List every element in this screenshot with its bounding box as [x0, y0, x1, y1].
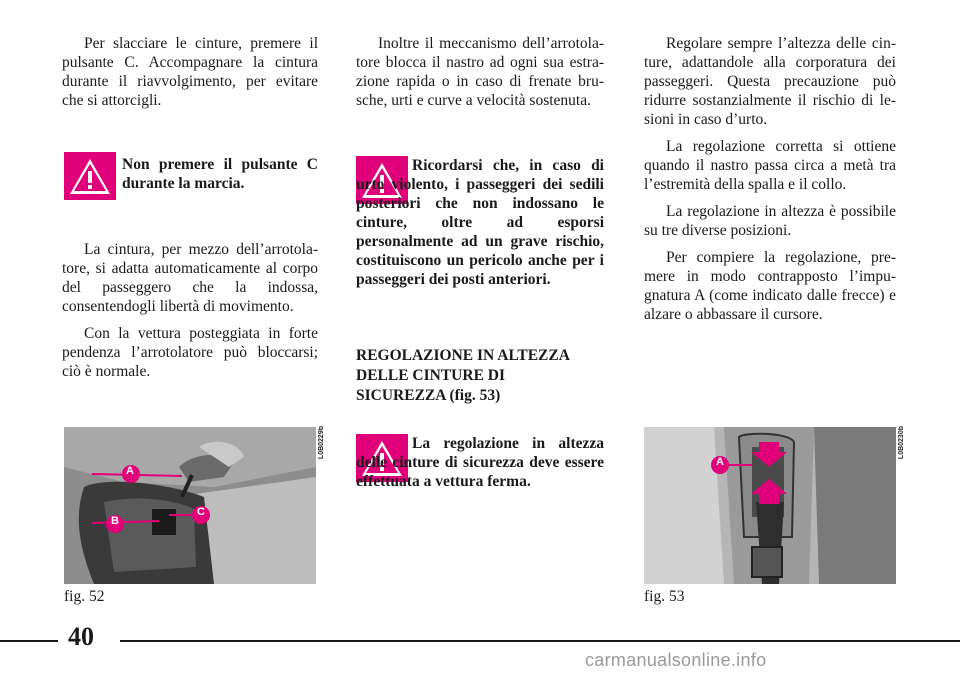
seat-belt-buckle-illustration — [64, 427, 316, 584]
paragraph-procedure: Per compiere la regolazione, pre-mere in modo contrapposto l’impu-gnatura A (come indicato dalle frecce) e alzare o abbassare il cursore. — [644, 249, 896, 323]
label-b-fig52: B — [111, 515, 119, 527]
paragraph-three-positions: La regolazione in altezza è possibile su tre diverse posizioni. — [644, 203, 896, 239]
warning-triangle-icon — [64, 152, 116, 200]
paragraph-slope: Con la vettura posteggiata in forte pendenza l’arrotolatore può bloccarsi; ciò è normale. — [62, 325, 318, 380]
paragraph-retractor: La cintura, per mezzo dell’arrotola-tore, si adatta automaticamente al corpo del passeggero che la indossa, consentendogli libertà di movimento. — [62, 241, 318, 315]
belt-height-adjuster-illustration — [644, 427, 896, 584]
warning-box-rear-passengers — [356, 156, 604, 304]
figure-52-photo — [64, 427, 316, 584]
paragraph-unbuckle: Per slacciare le cinture, premere il pulsante C. Accompagnare la cintura durante il riavvolgimento, per evitare che si attorcigli. — [62, 35, 318, 109]
paragraph-correct-position: La regolazione corretta si ottiene quando il nastro passa circa a metà tra l’estremità della spalla e il collo. — [644, 138, 896, 193]
column-2 — [356, 34, 604, 118]
figure-53-photo — [644, 427, 896, 584]
heading-line-3: SICUREZZA (fig. 53) — [356, 387, 501, 404]
figure-53-code: L0B0230b — [898, 426, 905, 460]
warning-text-height-adjust: La regolazione in altezza delle cinture di sicurezza deve essere effettuata a vettura ferma. — [356, 435, 604, 490]
column-3 — [644, 34, 896, 332]
watermark: carmanualsonline.info — [585, 650, 767, 670]
figure-53-caption: fig. 53 — [644, 588, 685, 605]
footer-rule-right — [120, 640, 960, 642]
section-heading — [356, 346, 604, 406]
warning-text-rear-passengers: Ricordarsi che, in caso di urto violento, i passeggeri dei sedili posteriori che non indossano le cinture, oltre ad esporsi personalmente ad un grave rischio, costituiscono un pericolo anche per i passeggeri dei posti anteriori. — [356, 157, 604, 288]
figure-52-code: L0B0229b — [318, 426, 325, 460]
column-1-lower — [62, 240, 318, 389]
warning-box-height-adjust — [356, 434, 604, 506]
paragraph-adjust-always: Regolare sempre l’altezza delle cin-ture, adattandole alla corporatura dei passeggeri. Questa precauzione può ridurre sostanzialmente il rischio di le-sioni in caso d’urto. — [644, 35, 896, 128]
label-a-fig52: A — [126, 465, 134, 477]
paragraph-retractor-lock: Inoltre il meccanismo dell’arrotola-tore blocca il nastro ad ogni sua estra-zione rapida o in caso di frenate bru-sche, urti e curve a velocità sostenuta. — [356, 35, 604, 109]
label-c-fig52: C — [197, 506, 205, 518]
heading-line-2: DELLE CINTURE DI — [356, 367, 506, 384]
footer-rule-left — [0, 640, 58, 642]
warning-box-button-c — [64, 152, 318, 204]
label-a-fig53: A — [716, 456, 724, 468]
heading-line-1: REGOLAZIONE IN ALTEZZA — [356, 347, 570, 364]
figure-52-caption: fig. 52 — [64, 588, 105, 605]
page-number: 40 — [68, 622, 94, 651]
column-1 — [62, 34, 318, 118]
warning-text-button-c: Non premere il pulsante C durante la marcia. — [122, 156, 318, 192]
